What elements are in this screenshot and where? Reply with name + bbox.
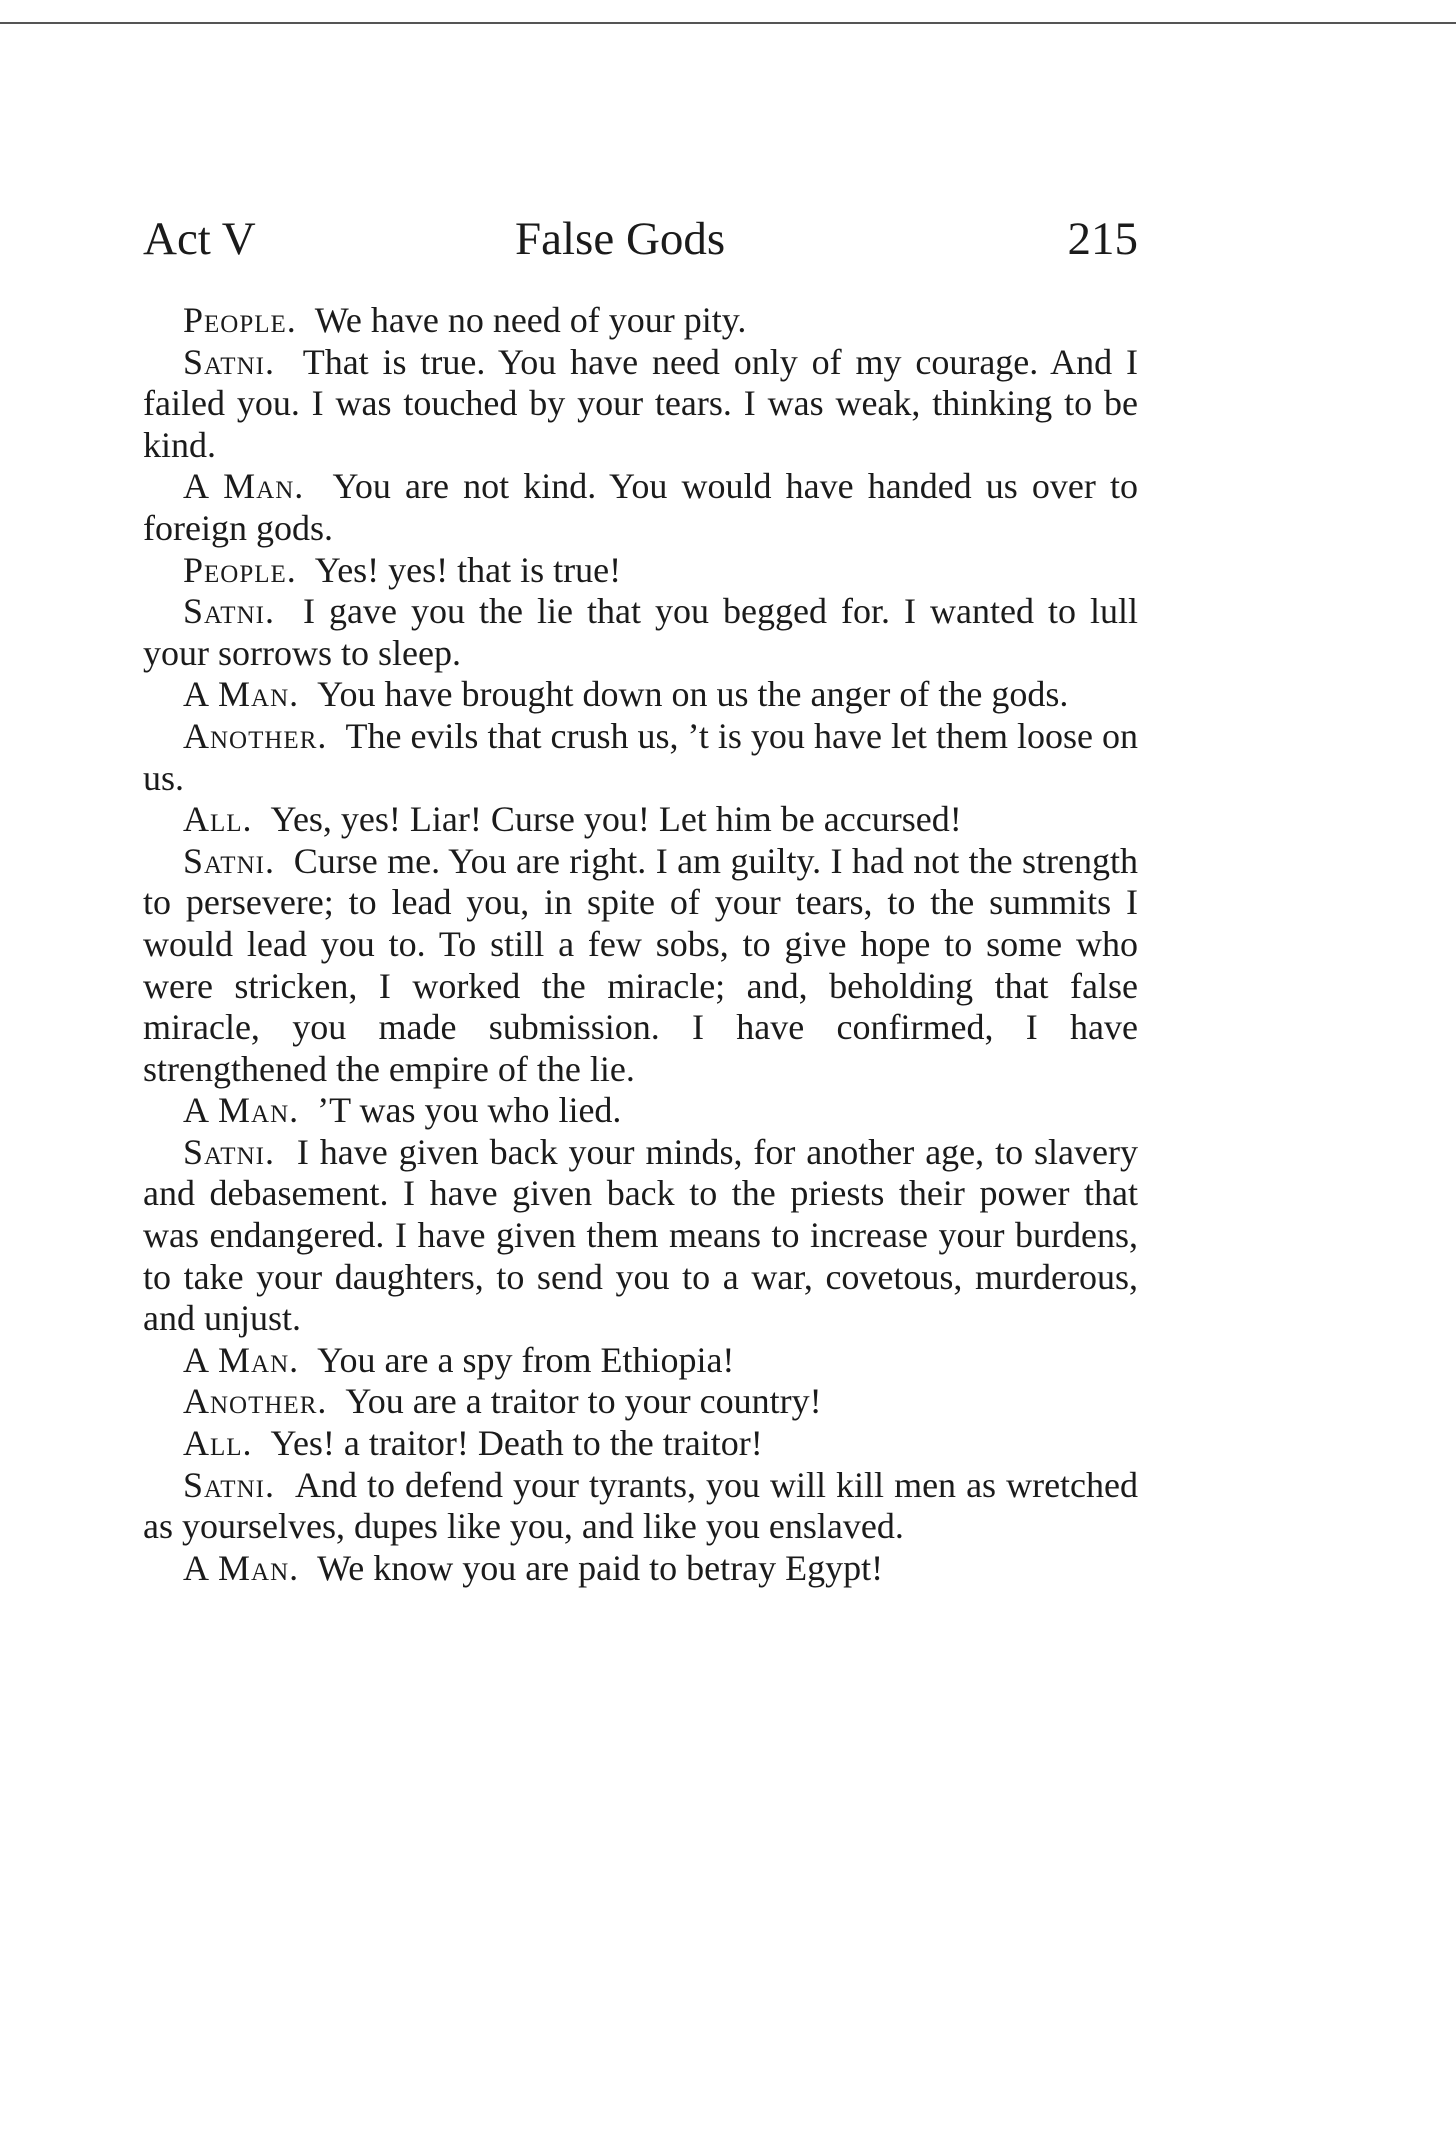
- speech-text: You are a traitor to your country!: [345, 1381, 822, 1422]
- dialogue-paragraph: [143, 550, 1138, 592]
- speech-text: We know you are paid to betray Egypt!: [317, 1547, 884, 1588]
- dialogue-paragraph: [143, 300, 1138, 342]
- speaker-name: A Man.: [183, 1339, 300, 1380]
- dialogue-paragraph: [143, 799, 1138, 841]
- speaker-name: A Man.: [183, 466, 305, 507]
- speaker-name: Another.: [183, 1381, 328, 1422]
- speech-text: Curse me. You are right. I am guilty. I had not the strength to persevere; to lead you, in spite of your tears, to the summits I would lead you to. To still a few sobs, to give hope to some who were stricken, I worked the miracle; and, beholding that false miracle, you made submission. I have confirmed, I have strengthened the empire of the lie.: [143, 840, 1139, 1089]
- act-label: Act V: [143, 213, 256, 265]
- speech-text: You are a spy from Ethiopia!: [317, 1339, 735, 1380]
- top-rule: [0, 22, 1456, 24]
- speech-text: The evils that crush us, ’t is you have let them loose on us.: [143, 715, 1138, 798]
- running-title: False Gods: [515, 213, 726, 265]
- dialogue-paragraph: [143, 591, 1138, 674]
- speech-text: Yes! a traitor! Death to the traitor!: [270, 1423, 763, 1464]
- dialogue-paragraph: [143, 342, 1138, 467]
- speaker-name: People.: [183, 300, 297, 340]
- speech-text: Yes! yes! that is true!: [314, 549, 622, 590]
- speaker-name: People.: [183, 549, 297, 590]
- speaker-name: Another.: [183, 715, 328, 756]
- speech-text: That is true. You have need only of my courage. And I failed you. I was touched by your tears. I was weak, thinking to be kind.: [143, 341, 1139, 465]
- speaker-name: Satni.: [183, 1131, 275, 1172]
- speaker-name: A Man.: [183, 674, 300, 715]
- dialogue-paragraph: [143, 1132, 1138, 1340]
- dialogue-paragraph: [143, 466, 1138, 549]
- dialogue-paragraph: [143, 1090, 1138, 1132]
- speech-text: ’T was you who lied.: [317, 1090, 622, 1131]
- speaker-name: Satni.: [183, 840, 275, 881]
- speaker-name: A Man.: [183, 1090, 300, 1131]
- dialogue-paragraph: [143, 841, 1138, 1091]
- dialogue-paragraph: [143, 716, 1138, 799]
- speaker-name: All.: [183, 799, 253, 840]
- speech-text: You are not kind. You would have handed us over to foreign gods.: [143, 466, 1139, 548]
- speaker-name: A Man.: [183, 1547, 300, 1588]
- speech-text: I gave you the lie that you begged for. I wanted to lull your sorrows to sleep.: [143, 591, 1139, 673]
- speaker-name: All.: [183, 1423, 253, 1464]
- page-number: 215: [1067, 213, 1138, 265]
- dialogue-paragraph: [143, 1548, 1138, 1590]
- speaker-name: Satni.: [183, 341, 275, 382]
- dialogue-paragraph: [143, 1340, 1138, 1382]
- speech-text: You have brought down on us the anger of the gods.: [317, 674, 1069, 715]
- speech-text: Yes, yes! Liar! Curse you! Let him be accursed!: [270, 799, 962, 840]
- speaker-name: Satni.: [183, 1464, 275, 1505]
- running-header: [143, 210, 1138, 268]
- dialogue-paragraph: [143, 1465, 1138, 1548]
- dialogue-paragraph: [143, 1381, 1138, 1423]
- speech-text: And to defend your tyrants, you will kill men as wretched as yourselves, dupes like you, and like you enslaved.: [143, 1464, 1139, 1547]
- speech-text: We have no need of your pity.: [314, 300, 747, 340]
- speech-text: I have given back your minds, for another age, to slavery and debasement. I have given back to the priests their power that was endangered. I have given them means to increase your burdens, to take your daughters, to send you to a war, covetous, murderous, and unjust.: [143, 1131, 1138, 1339]
- dialogue-body: [143, 300, 1138, 1589]
- dialogue-paragraph: [143, 674, 1138, 716]
- speaker-name: Satni.: [183, 591, 275, 632]
- dialogue-paragraph: [143, 1423, 1138, 1465]
